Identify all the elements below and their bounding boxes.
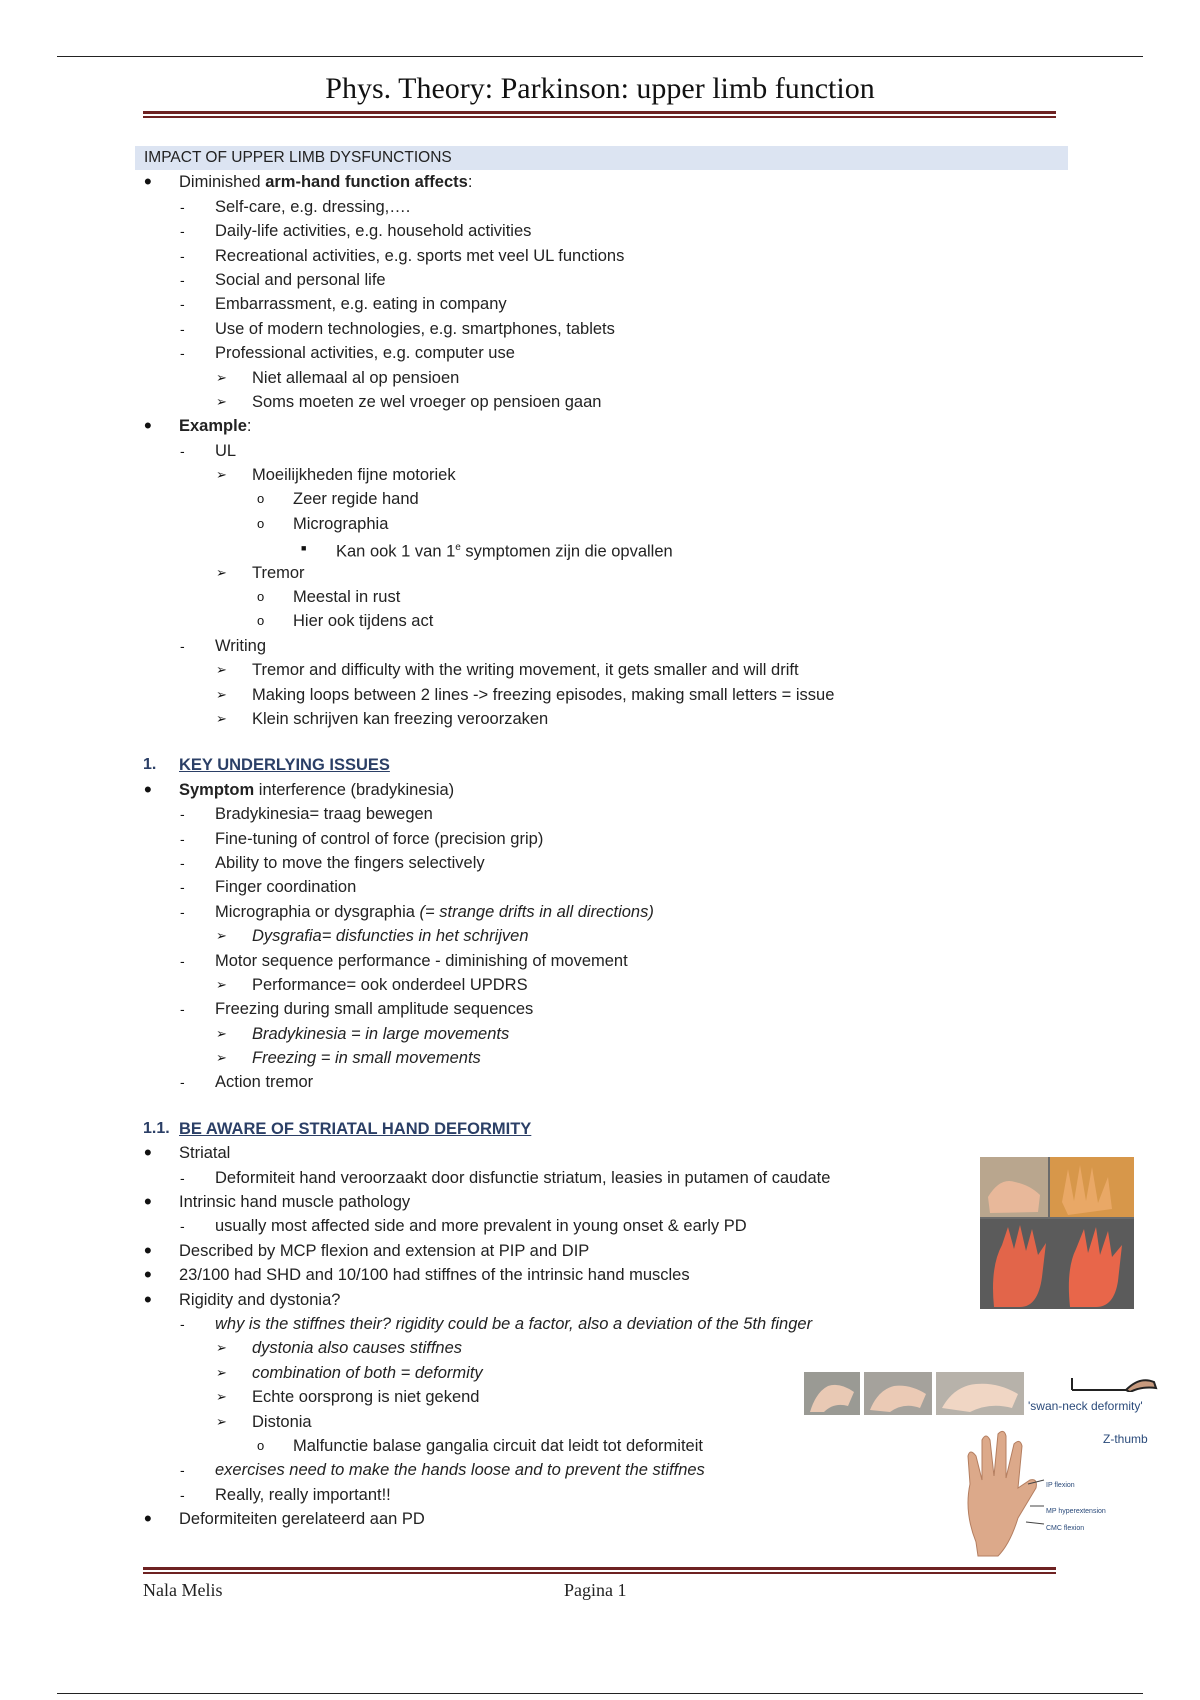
list-item: ➢ Making loops between 2 lines -> freezing episodes, making small letters = issue [143,683,1083,707]
arrow-bullet-icon: ➢ [216,467,227,483]
list-item: • Example: [144,413,252,439]
page-title: Phys. Theory: Parkinson: upper limb function [325,72,875,105]
list-item: o Zeer regide hand [143,487,1083,511]
bullet-icon: • [144,1262,152,1288]
list-item: ➢ Echte oorsprong is niet gekend [143,1385,1083,1409]
list-item: - Writing [143,634,1083,658]
list-item: - Recreational activities, e.g. sports met veel UL functions [143,244,1083,268]
list-item: o Malfunctie balase gangalia circuit dat leidt tot deformiteit [143,1434,1083,1458]
list-item: ■ Kan ook 1 van 1e symptomen zijn die opvallen [143,536,1083,560]
dash-icon: - [180,637,185,654]
dash-icon: - [180,1218,185,1235]
list-item: - exercises need to make the hands loose and to prevent the stiffnes [143,1458,1083,1482]
document-body [143,146,1083,1531]
list-item: - Freezing during small amplitude sequences [143,997,1083,1021]
bullet-icon: • [144,1286,152,1312]
arrow-bullet-icon: ➢ [216,1050,227,1066]
dash-icon: - [180,296,185,313]
list-item: - Micrographia or dysgraphia (= strange drifts in all directions) [143,900,1083,924]
bullet-icon: • [144,776,152,802]
dash-icon: - [180,1001,185,1018]
dash-icon: - [180,830,185,847]
circle-bullet-icon: o [257,613,265,629]
list-item: • 23/100 had SHD and 10/100 had stiffnes of the intrinsic hand muscles [144,1262,690,1288]
footer-author: Nala Melis [143,1580,223,1600]
cmc-flexion-label: CMC flexion [1046,1525,1085,1532]
dash-icon: - [180,952,185,969]
striatal-hand-photo [980,1157,1134,1309]
list-item: ➢ Tremor [143,561,1083,585]
ip-flexion-label: IP flexion [1046,1482,1075,1489]
section-banner: IMPACT OF UPPER LIMB DYSFUNCTIONS [135,146,1068,170]
swan-neck-finger-photo [1070,1368,1160,1392]
circle-bullet-icon: o [257,515,265,531]
swan-neck-photo-1 [804,1372,860,1415]
dash-icon: - [180,320,185,337]
arrow-bullet-icon: ➢ [216,662,227,678]
dash-icon: - [180,198,185,215]
list-item: ➢ Klein schrijven kan freezing veroorzaken [143,707,1083,731]
arrow-bullet-icon: ➢ [216,686,227,702]
bullet-icon: • [144,169,152,195]
list-item: • Described by MCP flexion and extension at PIP and DIP [144,1237,590,1263]
arrow-bullet-icon: ➢ [216,1364,227,1380]
list-item: - usually most affected side and more prevalent in young onset & early PD [143,1214,1083,1238]
circle-bullet-icon: o [257,491,265,507]
list-item: • Intrinsic hand muscle pathology [144,1189,411,1215]
list-item: - Bradykinesia= traag bewegen [143,802,1083,826]
arrow-bullet-icon: ➢ [216,710,227,726]
list-item: • Striatal [144,1140,231,1166]
dash-icon: - [180,854,185,871]
swan-neck-photo-2 [864,1372,932,1415]
bullet-icon: • [144,1140,152,1166]
circle-bullet-icon: o [257,589,265,605]
dash-icon: - [180,442,185,459]
arrow-bullet-icon: ➢ [216,393,227,409]
dash-icon: - [180,1074,185,1091]
list-item: ➢ Performance= ook onderdeel UPDRS [143,973,1083,997]
list-item: • Diminished arm-hand function affects: [144,169,473,195]
title-double-rule [143,111,1056,118]
circle-bullet-icon: o [257,1437,265,1453]
swan-neck-caption: 'swan-neck deformity' [1028,1399,1143,1413]
dash-icon: - [180,1169,185,1186]
list-item: o Hier ook tijdens act [143,609,1083,633]
footer-double-rule [143,1567,1056,1574]
list-item: ➢ combination of both = deformity [143,1361,1083,1385]
list-item: ➢ Bradykinesia = in large movements [143,1022,1083,1046]
list-item: • Rigidity and dystonia? [144,1286,341,1312]
dash-icon: - [180,223,185,240]
top-page-rule [57,56,1143,57]
swan-neck-photo-3 [936,1372,1024,1415]
list-item: - Professional activities, e.g. computer use [143,341,1083,365]
bullet-icon: • [144,1189,152,1215]
list-item: - why is the stiffnes their? rigidity could be a factor, also a deviation of the 5th finger [143,1312,1083,1336]
list-item: - UL [143,439,1083,463]
dash-icon: - [180,1462,185,1479]
list-item: ➢ Freezing = in small movements [143,1046,1083,1070]
list-item: ➢ dystonia also causes stiffnes [143,1336,1083,1360]
list-item: ➢ Niet allemaal al op pensioen [143,366,1083,390]
dash-icon: - [180,879,185,896]
arrow-bullet-icon: ➢ [216,1389,227,1405]
z-thumb-caption: Z-thumb [1103,1432,1148,1446]
list-item: ➢ Soms moeten ze wel vroeger op pensioen gaan [143,390,1083,414]
list-item: ➢ Dysgrafia= disfuncties in het schrijven [143,924,1083,948]
dash-icon: - [180,1486,185,1503]
bottom-page-rule [57,1693,1143,1694]
arrow-bullet-icon: ➢ [216,564,227,580]
arrow-bullet-icon: ➢ [216,1413,227,1429]
list-item: - Fine-tuning of control of force (precision grip) [143,827,1083,851]
arrow-bullet-icon: ➢ [216,976,227,992]
bullet-icon: • [144,1237,152,1263]
arrow-bullet-icon: ➢ [216,369,227,385]
list-item: - Social and personal life [143,268,1083,292]
dash-icon: - [180,903,185,920]
list-item: o Micrographia [143,512,1083,536]
dash-icon: - [180,1315,185,1332]
arrow-bullet-icon: ➢ [216,1340,227,1356]
list-item: - Really, really important!! [143,1483,1083,1507]
bullet-icon: • [144,413,152,439]
list-item: o Meestal in rust [143,585,1083,609]
list-item: - Action tremor [143,1070,1083,1094]
section-heading: 1. KEY UNDERLYING ISSUES [143,756,390,775]
list-item: - Deformiteit hand veroorzaakt door disfunctie striatum, leasies in putamen of caudate [143,1166,1083,1190]
dash-icon: - [180,806,185,823]
list-item: • Symptom interference (bradykinesia) [144,776,455,802]
list-item: - Motor sequence performance - diminishing of movement [143,949,1083,973]
section-heading: 1.1. BE AWARE OF STRIATAL HAND DEFORMITY [143,1119,532,1138]
dash-icon: - [180,247,185,264]
footer-page-number: Pagina 1 [564,1580,627,1600]
list-item: ➢ Tremor and difficulty with the writing movement, it gets smaller and will drift [143,658,1083,682]
list-item: ➢ Moeilijkheden fijne motoriek [143,463,1083,487]
arrow-bullet-icon: ➢ [216,928,227,944]
list-item: ➢ Distonia [143,1410,1083,1434]
bullet-icon: • [144,1506,152,1532]
list-item: - Finger coordination [143,875,1083,899]
square-bullet-icon: ■ [301,543,307,554]
list-item: • Deformiteiten gerelateerd aan PD [144,1506,425,1532]
dash-icon: - [180,345,185,362]
mp-hyperextension-label: MP hyperextension [1046,1508,1106,1515]
dash-icon: - [180,271,185,288]
list-item: - Use of modern technologies, e.g. smartphones, tablets [143,317,1083,341]
list-item: - Embarrassment, e.g. eating in company [143,292,1083,316]
list-item: - Ability to move the fingers selectively [143,851,1083,875]
list-item: - Self-care, e.g. dressing,…. [143,195,1083,219]
arrow-bullet-icon: ➢ [216,1025,227,1041]
list-item: - Daily-life activities, e.g. household activities [143,219,1083,243]
